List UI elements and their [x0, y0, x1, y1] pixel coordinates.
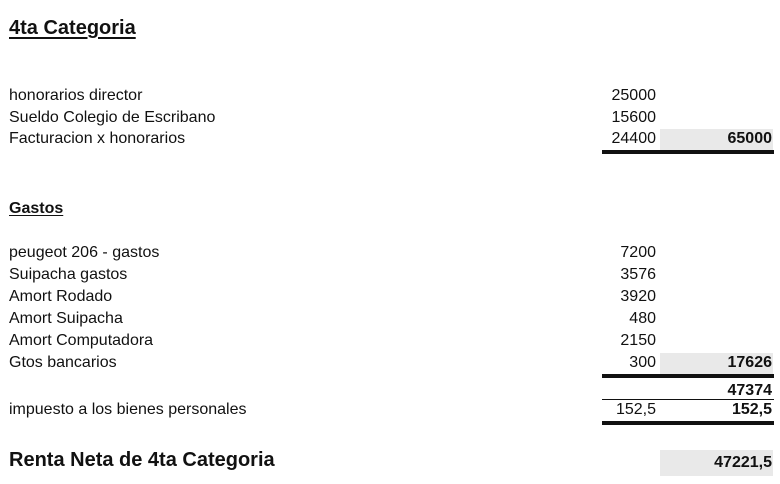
row-label: Gtos bancarios — [9, 354, 117, 371]
expense-row — [0, 352, 780, 374]
row-label: Sueldo Colegio de Escribano — [9, 109, 216, 126]
row-value: 3920 — [620, 288, 656, 305]
row-label: honorarios director — [9, 87, 143, 104]
row-value: 3576 — [620, 266, 656, 283]
expense-row — [0, 264, 780, 286]
tax-row — [0, 399, 780, 421]
row-label: Amort Computadora — [9, 332, 154, 349]
row-value: 15600 — [611, 109, 656, 126]
income-row — [0, 85, 780, 107]
page-title: 4ta Categoria — [9, 17, 136, 39]
section-heading-gastos: Gastos — [9, 200, 64, 217]
total-rule — [602, 374, 774, 378]
tax-total: 152,5 — [731, 401, 772, 418]
row-value: 152,5 — [615, 401, 656, 418]
final-label: Renta Neta de 4ta Categoria — [9, 449, 275, 471]
expense-total: 17626 — [727, 354, 772, 371]
row-label: Facturacion x honorarios — [9, 130, 186, 147]
row-label: peugeot 206 - gastos — [9, 244, 160, 261]
row-label: Amort Rodado — [9, 288, 113, 305]
row-value: 7200 — [620, 244, 656, 261]
row-value: 2150 — [620, 332, 656, 349]
row-label: Amort Suipacha — [9, 310, 123, 327]
income-row — [0, 128, 780, 150]
final-value: 47221,5 — [714, 454, 772, 471]
total-rule — [602, 421, 774, 425]
row-value: 25000 — [611, 87, 656, 104]
subtotal-value: 47374 — [727, 382, 772, 399]
income-total: 65000 — [727, 130, 772, 147]
income-row — [0, 107, 780, 129]
row-label: Suipacha gastos — [9, 266, 128, 283]
row-value: 24400 — [611, 130, 656, 147]
expense-row — [0, 308, 780, 330]
expense-row — [0, 242, 780, 264]
total-rule — [602, 150, 774, 154]
row-value: 300 — [629, 354, 656, 371]
expense-row — [0, 286, 780, 308]
row-label: impuesto a los bienes personales — [9, 401, 247, 418]
expense-row — [0, 330, 780, 352]
row-value: 480 — [629, 310, 656, 327]
